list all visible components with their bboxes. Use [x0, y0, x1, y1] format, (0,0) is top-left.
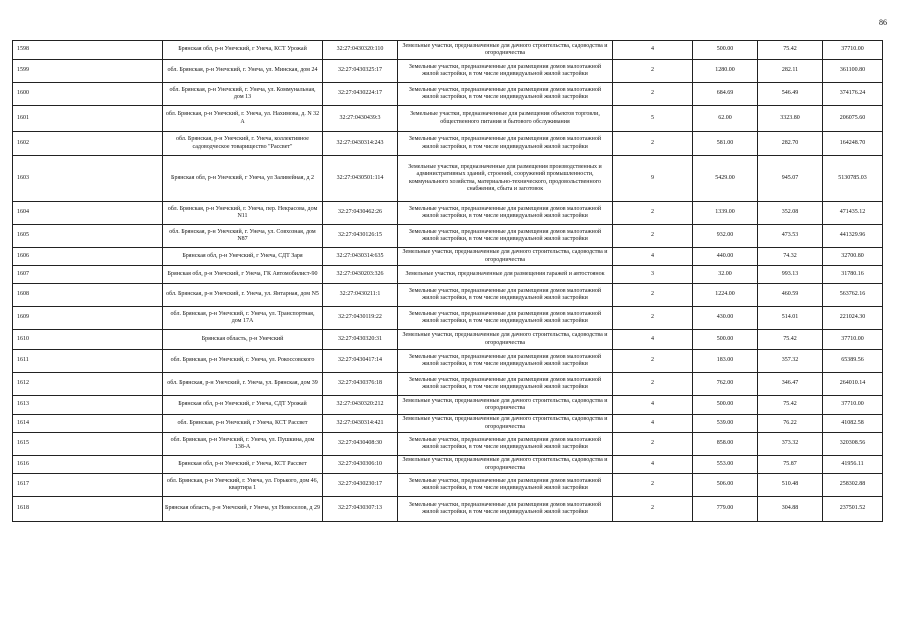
cadastral-number-cell: 32:27:0430307:13	[323, 497, 398, 522]
address-cell: обл. Брянская, р-н Унечский, г. Унеча, коллективное садоводческое товарищество "Рассвет"	[163, 132, 323, 156]
row-number: 1600	[13, 83, 163, 106]
area-cell: 500.00	[693, 396, 758, 415]
cadastral-number-cell: 32:27:0430320:110	[323, 41, 398, 60]
cadastral-value-cell: 32700.80	[823, 248, 883, 266]
land-use-cell: Земельные участки, предназначенные для размещения объектов торговли, общественного питания и бытового обслуживания	[398, 106, 613, 132]
area-cell: 500.00	[693, 330, 758, 350]
cadastral-number-cell: 32:27:0430224:17	[323, 83, 398, 106]
cadastral-value-cell: 374176.24	[823, 83, 883, 106]
specific-value-cell: 76.22	[758, 415, 823, 433]
area-cell: 932.00	[693, 225, 758, 248]
table-row	[13, 60, 883, 83]
row-number: 1614	[13, 415, 163, 433]
cadastral-number-cell: 32:27:0430314:635	[323, 248, 398, 266]
land-use-cell: Земельные участки, предназначенные для размещения гаражей и автостоянок	[398, 266, 613, 284]
table-row	[13, 132, 883, 156]
cadastral-value-cell: 37710.00	[823, 396, 883, 415]
table-row	[13, 415, 883, 433]
group-cell: 2	[613, 474, 693, 497]
cadastral-value-cell: 258302.88	[823, 474, 883, 497]
land-use-cell: Земельные участки, предназначенные для размещения домов малоэтажной жилой застройки, в том числе индивидуальной жилой застройки	[398, 373, 613, 396]
cadastral-value-cell: 206075.60	[823, 106, 883, 132]
group-cell: 9	[613, 156, 693, 202]
address-cell: обл. Брянская, р-н Унечский, г. Унеча, ул. Янтарная, дом N5	[163, 284, 323, 307]
area-cell: 581.00	[693, 132, 758, 156]
group-cell: 2	[613, 373, 693, 396]
land-use-cell: Земельные участки, предназначенные для дачного строительства, садоводства и огородничества	[398, 330, 613, 350]
specific-value-cell: 346.47	[758, 373, 823, 396]
row-number: 1603	[13, 156, 163, 202]
table-row	[13, 474, 883, 497]
row-number: 1607	[13, 266, 163, 284]
cadastral-value-cell: 471435.12	[823, 202, 883, 225]
land-use-cell: Земельные участки, предназначенные для размещения производственных и административных зданий, строений, сооружений промышленности, коммунального хозяйства, материально-технического, продовольственного снабжения, сбыта и заготовок	[398, 156, 613, 202]
group-cell: 5	[613, 106, 693, 132]
row-number: 1605	[13, 225, 163, 248]
group-cell: 2	[613, 307, 693, 330]
specific-value-cell: 75.42	[758, 41, 823, 60]
specific-value-cell: 304.88	[758, 497, 823, 522]
group-cell: 2	[613, 284, 693, 307]
group-cell: 4	[613, 330, 693, 350]
cadastral-value-cell: 5130785.03	[823, 156, 883, 202]
land-use-cell: Земельные участки, предназначенные для размещения домов малоэтажной жилой застройки, в том числе индивидуальной жилой застройки	[398, 202, 613, 225]
area-cell: 183.00	[693, 350, 758, 373]
row-number: 1598	[13, 41, 163, 60]
table-body	[13, 41, 883, 522]
table-row	[13, 307, 883, 330]
area-cell: 779.00	[693, 497, 758, 522]
address-cell: Брянская обл, р-н Унечский, г Унеча, ул Заливейная, д 2	[163, 156, 323, 202]
group-cell: 2	[613, 83, 693, 106]
cadastral-number-cell: 32:27:0430230:17	[323, 474, 398, 497]
table-row	[13, 497, 883, 522]
row-number: 1613	[13, 396, 163, 415]
group-cell: 4	[613, 415, 693, 433]
land-use-cell: Земельные участки, предназначенные для размещения домов малоэтажной жилой застройки, в том числе индивидуальной жилой застройки	[398, 83, 613, 106]
specific-value-cell: 75.42	[758, 330, 823, 350]
address-cell: обл. Брянская, р-н Унечский, г. Унеча, ул. Горького, дом 46, квартира 1	[163, 474, 323, 497]
group-cell: 2	[613, 350, 693, 373]
address-cell: обл. Брянская, р-н Унечский, г. Унеча, ул. Совхозная, дом N87	[163, 225, 323, 248]
cadastral-number-cell: 32:27:0430501:114	[323, 156, 398, 202]
table-row	[13, 248, 883, 266]
land-use-cell: Земельные участки, предназначенные для дачного строительства, садоводства и огородничества	[398, 41, 613, 60]
cadastral-value-cell: 37710.00	[823, 330, 883, 350]
specific-value-cell: 3323.80	[758, 106, 823, 132]
land-use-cell: Земельные участки, предназначенные для дачного строительства, садоводства и огородничества	[398, 456, 613, 474]
cadastral-number-cell: 32:27:0430126:15	[323, 225, 398, 248]
cadastral-value-cell: 31780.16	[823, 266, 883, 284]
row-number: 1599	[13, 60, 163, 83]
table-row	[13, 83, 883, 106]
group-cell: 2	[613, 202, 693, 225]
cadastral-number-cell: 32:27:0430320:212	[323, 396, 398, 415]
row-number: 1615	[13, 433, 163, 456]
address-cell: обл. Брянская, р-н Унечский, г Унеча, КСТ Рассвет	[163, 415, 323, 433]
land-use-cell: Земельные участки, предназначенные для размещения домов малоэтажной жилой застройки, в том числе индивидуальной жилой застройки	[398, 474, 613, 497]
cadastral-value-cell: 41082.58	[823, 415, 883, 433]
cadastral-number-cell: 32:27:0430417:14	[323, 350, 398, 373]
group-cell: 2	[613, 225, 693, 248]
area-cell: 539.00	[693, 415, 758, 433]
specific-value-cell: 510.48	[758, 474, 823, 497]
address-cell: обл. Брянская, р-н Унечский, г. Унеча, ул. Брянская, дом 39	[163, 373, 323, 396]
address-cell: обл. Брянская, р-н Унечский, г. Унеча, ул. Транспортная, дом 17А	[163, 307, 323, 330]
address-cell: обл. Брянская, р-н Унечский, г. Унеча, ул. Нахимова, д. N 32 А	[163, 106, 323, 132]
area-cell: 5429.00	[693, 156, 758, 202]
cadastral-number-cell: 32:27:0430314:243	[323, 132, 398, 156]
land-use-cell: Земельные участки, предназначенные для размещения домов малоэтажной жилой застройки, в том числе индивидуальной жилой застройки	[398, 433, 613, 456]
specific-value-cell: 993.13	[758, 266, 823, 284]
area-cell: 1339.00	[693, 202, 758, 225]
cadastral-value-cell: 164248.70	[823, 132, 883, 156]
address-cell: Брянская обл, р-н Унечский, г Унеча, ГК Автомобилист-90	[163, 266, 323, 284]
specific-value-cell: 357.32	[758, 350, 823, 373]
cadastral-value-cell: 41956.11	[823, 456, 883, 474]
group-cell: 2	[613, 433, 693, 456]
table-row	[13, 350, 883, 373]
cadastral-value-cell: 441329.96	[823, 225, 883, 248]
table-row	[13, 41, 883, 60]
specific-value-cell: 282.11	[758, 60, 823, 83]
land-use-cell: Земельные участки, предназначенные для размещения домов малоэтажной жилой застройки, в том числе индивидуальной жилой застройки	[398, 307, 613, 330]
cadastral-number-cell: 32:27:0430119:22	[323, 307, 398, 330]
row-number: 1604	[13, 202, 163, 225]
cadastral-number-cell: 32:27:0430306:10	[323, 456, 398, 474]
specific-value-cell: 282.70	[758, 132, 823, 156]
specific-value-cell: 546.49	[758, 83, 823, 106]
cadastral-value-cell: 320308.56	[823, 433, 883, 456]
cadastral-number-cell: 32:27:0430211:1	[323, 284, 398, 307]
row-number: 1609	[13, 307, 163, 330]
area-cell: 762.00	[693, 373, 758, 396]
cadastral-value-cell: 264010.14	[823, 373, 883, 396]
table-row	[13, 456, 883, 474]
row-number: 1616	[13, 456, 163, 474]
address-cell: обл. Брянская, р-н Унечский, г. Унеча, ул. Минская, дом 24	[163, 60, 323, 83]
table-row	[13, 266, 883, 284]
area-cell: 1224.00	[693, 284, 758, 307]
table-row	[13, 225, 883, 248]
address-cell: Брянская обл, р-н Унечский, г Унеча, КСТ Рассвет	[163, 456, 323, 474]
cadastral-value-cell: 361100.80	[823, 60, 883, 83]
land-use-cell: Земельные участки, предназначенные для размещения домов малоэтажной жилой застройки, в том числе индивидуальной жилой застройки	[398, 132, 613, 156]
cadastral-value-cell: 563762.16	[823, 284, 883, 307]
row-number: 1610	[13, 330, 163, 350]
area-cell: 506.00	[693, 474, 758, 497]
area-cell: 1280.00	[693, 60, 758, 83]
specific-value-cell: 75.87	[758, 456, 823, 474]
address-cell: Брянская область, р-н Унечский, г Унеча, ул Новоселов, д 29	[163, 497, 323, 522]
group-cell: 3	[613, 266, 693, 284]
land-use-cell: Земельные участки, предназначенные для дачного строительства, садоводства и огородничества	[398, 415, 613, 433]
address-cell: Брянская обл, р-н Унечский, г Унеча, КСТ Урожай	[163, 41, 323, 60]
address-cell: обл. Брянская, р-н Унечский, г. Унеча, ул. Пушкина, дом 138-А	[163, 433, 323, 456]
specific-value-cell: 473.53	[758, 225, 823, 248]
specific-value-cell: 945.07	[758, 156, 823, 202]
land-use-cell: Земельные участки, предназначенные для дачного строительства, садоводства и огородничества	[398, 396, 613, 415]
table-row	[13, 106, 883, 132]
group-cell: 4	[613, 41, 693, 60]
specific-value-cell: 460.59	[758, 284, 823, 307]
row-number: 1617	[13, 474, 163, 497]
land-use-cell: Земельные участки, предназначенные для размещения домов малоэтажной жилой застройки, в том числе индивидуальной жилой застройки	[398, 225, 613, 248]
land-use-cell: Земельные участки, предназначенные для дачного строительства, садоводства и огородничества	[398, 248, 613, 266]
land-use-cell: Земельные участки, предназначенные для размещения домов малоэтажной жилой застройки, в том числе индивидуальной жилой застройки	[398, 350, 613, 373]
row-number: 1618	[13, 497, 163, 522]
area-cell: 440.00	[693, 248, 758, 266]
cadastral-number-cell: 32:27:0430462:26	[323, 202, 398, 225]
row-number: 1606	[13, 248, 163, 266]
specific-value-cell: 75.42	[758, 396, 823, 415]
row-number: 1602	[13, 132, 163, 156]
table-row	[13, 156, 883, 202]
row-number: 1608	[13, 284, 163, 307]
group-cell: 4	[613, 396, 693, 415]
group-cell: 4	[613, 456, 693, 474]
cadastral-number-cell: 32:27:0430320:31	[323, 330, 398, 350]
cadastral-value-cell: 65389.56	[823, 350, 883, 373]
table-row	[13, 373, 883, 396]
cadastral-number-cell: 32:27:0430376:18	[323, 373, 398, 396]
specific-value-cell: 373.32	[758, 433, 823, 456]
cadastral-number-cell: 32:27:0430314:421	[323, 415, 398, 433]
group-cell: 2	[613, 132, 693, 156]
area-cell: 430.00	[693, 307, 758, 330]
address-cell: Брянская область, р-н Унечский	[163, 330, 323, 350]
table-row	[13, 202, 883, 225]
row-number: 1611	[13, 350, 163, 373]
area-cell: 500.00	[693, 41, 758, 60]
address-cell: обл. Брянская, р-н Унечский, г. Унеча, ул. Рокоссовского	[163, 350, 323, 373]
specific-value-cell: 352.08	[758, 202, 823, 225]
page-number: 86	[879, 18, 887, 27]
cadastral-value-cell: 221024.30	[823, 307, 883, 330]
group-cell: 2	[613, 497, 693, 522]
address-cell: обл. Брянская, р-н Унечский, г. Унеча, пер. Некрасова, дом N11	[163, 202, 323, 225]
cadastral-value-cell: 37710.00	[823, 41, 883, 60]
group-cell: 2	[613, 60, 693, 83]
area-cell: 62.00	[693, 106, 758, 132]
cadastral-value-table	[12, 40, 883, 522]
specific-value-cell: 514.01	[758, 307, 823, 330]
area-cell: 32.00	[693, 266, 758, 284]
table-row	[13, 433, 883, 456]
cadastral-number-cell: 32:27:0430439:3	[323, 106, 398, 132]
table-row	[13, 284, 883, 307]
group-cell: 4	[613, 248, 693, 266]
table-row	[13, 396, 883, 415]
area-cell: 858.00	[693, 433, 758, 456]
row-number: 1612	[13, 373, 163, 396]
land-use-cell: Земельные участки, предназначенные для размещения домов малоэтажной жилой застройки, в том числе индивидуальной жилой застройки	[398, 497, 613, 522]
specific-value-cell: 74.32	[758, 248, 823, 266]
cadastral-number-cell: 32:27:0430408:30	[323, 433, 398, 456]
row-number: 1601	[13, 106, 163, 132]
address-cell: Брянская обл, р-н Унечский, г Унеча, СДТ Урожай	[163, 396, 323, 415]
address-cell: обл. Брянская, р-н Унечский, г. Унеча, ул. Коммунальная, дом 13	[163, 83, 323, 106]
address-cell: Брянская обл, р-н Унечский, г Унеча, СДТ Заря	[163, 248, 323, 266]
table-row	[13, 330, 883, 350]
land-use-cell: Земельные участки, предназначенные для размещения домов малоэтажной жилой застройки, в том числе индивидуальной жилой застройки	[398, 284, 613, 307]
area-cell: 684.69	[693, 83, 758, 106]
area-cell: 553.00	[693, 456, 758, 474]
cadastral-number-cell: 32:27:0430325:17	[323, 60, 398, 83]
cadastral-value-cell: 237501.52	[823, 497, 883, 522]
cadastral-number-cell: 32:27:0430203:326	[323, 266, 398, 284]
land-use-cell: Земельные участки, предназначенные для размещения домов малоэтажной жилой застройки, в том числе индивидуальной жилой застройки	[398, 60, 613, 83]
